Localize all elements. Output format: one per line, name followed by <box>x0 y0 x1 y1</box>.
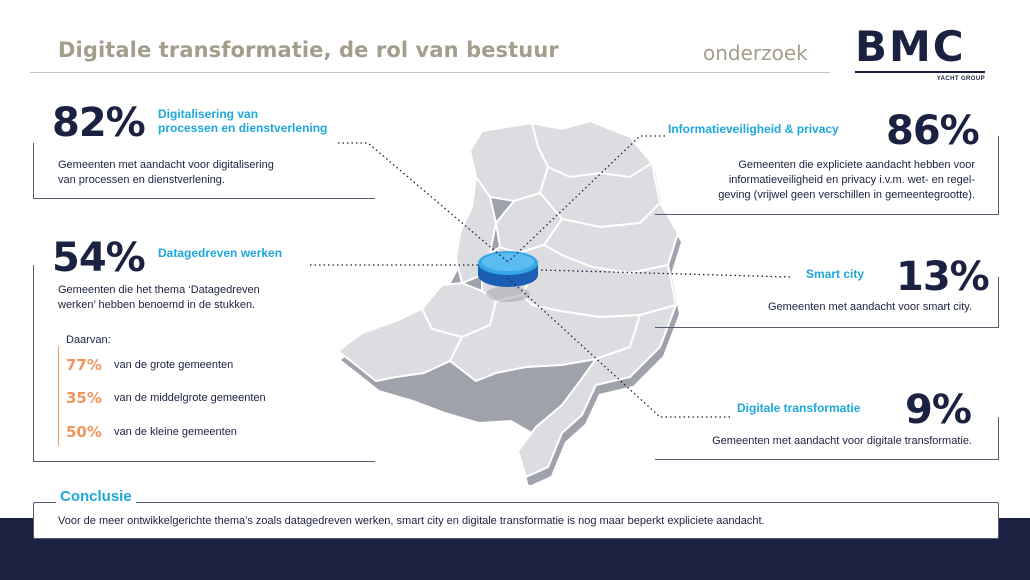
breakdown-label: van de kleine gemeenten <box>114 426 237 438</box>
stat-percent-datagedreven: 54% <box>52 235 145 281</box>
stat-desc-informatieveiligheid-line1: Gemeenten die expliciete aandacht hebben voor <box>738 159 975 171</box>
logo-rule <box>855 71 985 73</box>
bmc-logo <box>855 22 985 82</box>
stat-desc-digitale-transformatie: Gemeenten met aandacht voor digitale transformatie. <box>712 435 972 447</box>
stat-desc-datagedreven-line2: werken’ hebben benoemd in de stukken. <box>58 299 256 311</box>
stat-topic-digitale-transformatie: Digitale transformatie <box>737 401 861 415</box>
breakdown-percent: 77% <box>66 356 102 374</box>
breakdown-percent: 50% <box>66 423 102 441</box>
map-pie-icon <box>478 251 538 302</box>
logo-name: BMC <box>855 22 966 71</box>
breakdown-accent-rule <box>58 346 59 446</box>
header-divider <box>30 72 830 73</box>
stat-topic-digitalisering-line1: Digitalisering van <box>158 107 259 121</box>
stat-topic-datagedreven: Datagedreven werken <box>158 246 283 260</box>
conclusion-title: Conclusie <box>56 488 136 505</box>
stat-desc-smart-city: Gemeenten met aandacht voor smart city. <box>768 301 972 313</box>
breakdown-label: van de middelgrote gemeenten <box>114 392 266 404</box>
header-label: onderzoek <box>703 41 808 65</box>
conclusion-text: Voor de meer ontwikkelgerichte thema’s zoals datagedreven werken, smart city en digitale transformatie is nog maar beperkt expliciete aandacht. <box>58 515 765 527</box>
breakdown-percent: 35% <box>66 389 102 407</box>
stat-desc-digitalisering-line2: van processen en dienstverlening. <box>58 174 225 186</box>
breakdown-title: Daarvan: <box>66 334 111 346</box>
stat-desc-digitalisering-line1: Gemeenten met aandacht voor digitalisering <box>58 159 274 171</box>
stat-desc-datagedreven-line1: Gemeenten die het thema ‘Datagedreven <box>58 284 260 296</box>
stat-topic-informatieveiligheid: Informatieveiligheid & privacy <box>668 122 839 136</box>
page-title: Digitale transformatie, de rol van bestuur <box>58 38 559 62</box>
stat-topic-digitalisering-line2: processen en dienstverlening <box>158 121 328 135</box>
stat-percent-digitale-transformatie: 9% <box>905 387 971 433</box>
stat-topic-smart-city: Smart city <box>806 267 865 281</box>
logo-subtitle: YACHT GROUP <box>936 76 985 82</box>
stat-percent-digitalisering: 82% <box>52 100 145 146</box>
stat-percent-smart-city: 13% <box>896 254 989 300</box>
stat-desc-informatieveiligheid-line2: informatieveiligheid en privacy i.v.m. wet- en regel- <box>728 174 975 186</box>
stat-desc-informatieveiligheid-line3: geving (vrijwel geen verschillen in gemeentegrootte). <box>718 189 975 201</box>
breakdown-label: van de grote gemeenten <box>114 359 234 371</box>
stat-percent-informatieveiligheid: 86% <box>886 108 979 154</box>
